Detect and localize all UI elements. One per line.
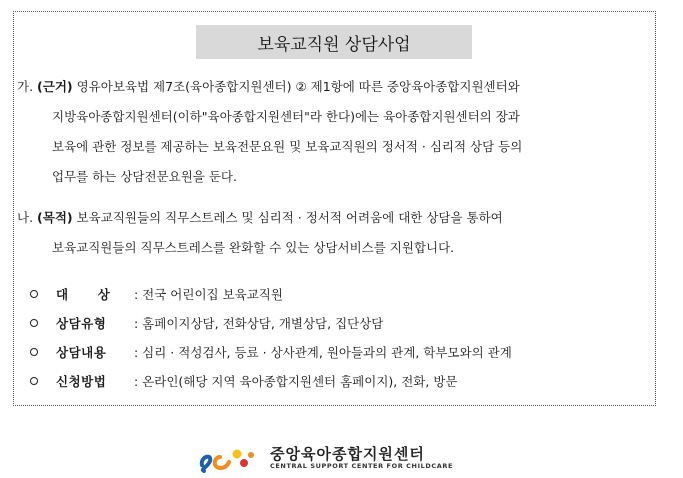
org-logo-icon: [198, 443, 260, 473]
section-purpose-label: (목적): [37, 210, 73, 225]
section-basis-text-1: 영유아보육법 제7조(육아종합지원센터) ② 제1항에 따른 중앙육아종합지원센터와: [76, 79, 520, 94]
section-purpose-line-1: [17, 208, 503, 228]
bullet-apply-label: 신청방법: [56, 374, 107, 389]
bullet-content-label: 상담내용: [56, 345, 107, 360]
section-basis-label: (근거): [37, 79, 73, 94]
bullet-circle-icon: [30, 319, 38, 327]
org-name-english: CENTRAL SUPPORT CENTER FOR CHILDCARE: [270, 462, 453, 470]
section-basis-line-1: [17, 77, 520, 97]
bullet-target-value: : 전국 어린이집 보육교직원: [134, 287, 283, 302]
bullet-target-label: 대 상: [56, 287, 111, 302]
bullet-type-value: : 홈페이지상담, 전화상담, 개별상담, 집단상담: [134, 316, 384, 331]
bullet-circle-icon: [30, 290, 38, 298]
bullet-circle-icon: [30, 348, 38, 356]
bullet-content-value: : 심리 · 적성검사, 등료 · 상사관계, 원아들과의 관계, 학부모와의 관계: [134, 345, 512, 360]
page-title: [196, 25, 472, 59]
section-purpose-text-1: 보육교직원들의 직무스트레스 및 심리적 · 정서적 어려움에 대한 상담을 통하여: [76, 210, 503, 225]
footer-logo: [198, 443, 498, 473]
org-name: 중앙육아종합지원센터: [270, 445, 425, 463]
bullet-type-label: 상담유형: [56, 316, 107, 331]
section-purpose-text-2: 보육교직원들의 직무스트레스를 완화할 수 있는 상담서비스를 지원합니다.: [52, 240, 455, 255]
page-title-text: 보육교직원 상담사업: [257, 34, 411, 55]
bullet-apply-value: : 온라인(해당 지역 육아종합지원센터 홈페이지), 전화, 방문: [134, 374, 458, 389]
section-basis-marker: 가.: [17, 79, 34, 94]
section-basis-text-3: 보육에 관한 정보를 제공하는 보육전문요원 및 보육교직원의 정서적 · 심리적 상담 등의: [52, 139, 523, 154]
section-basis-text-2: 지방육아종합지원센터(이하"육아종합지원센터"라 한다)에는 육아종합지원센터의 장과: [52, 109, 520, 124]
section-basis-text-4: 업무를 하는 상담전문요원을 둔다.: [52, 169, 237, 184]
section-purpose-marker: 나.: [17, 210, 34, 225]
bullet-circle-icon: [30, 377, 38, 385]
